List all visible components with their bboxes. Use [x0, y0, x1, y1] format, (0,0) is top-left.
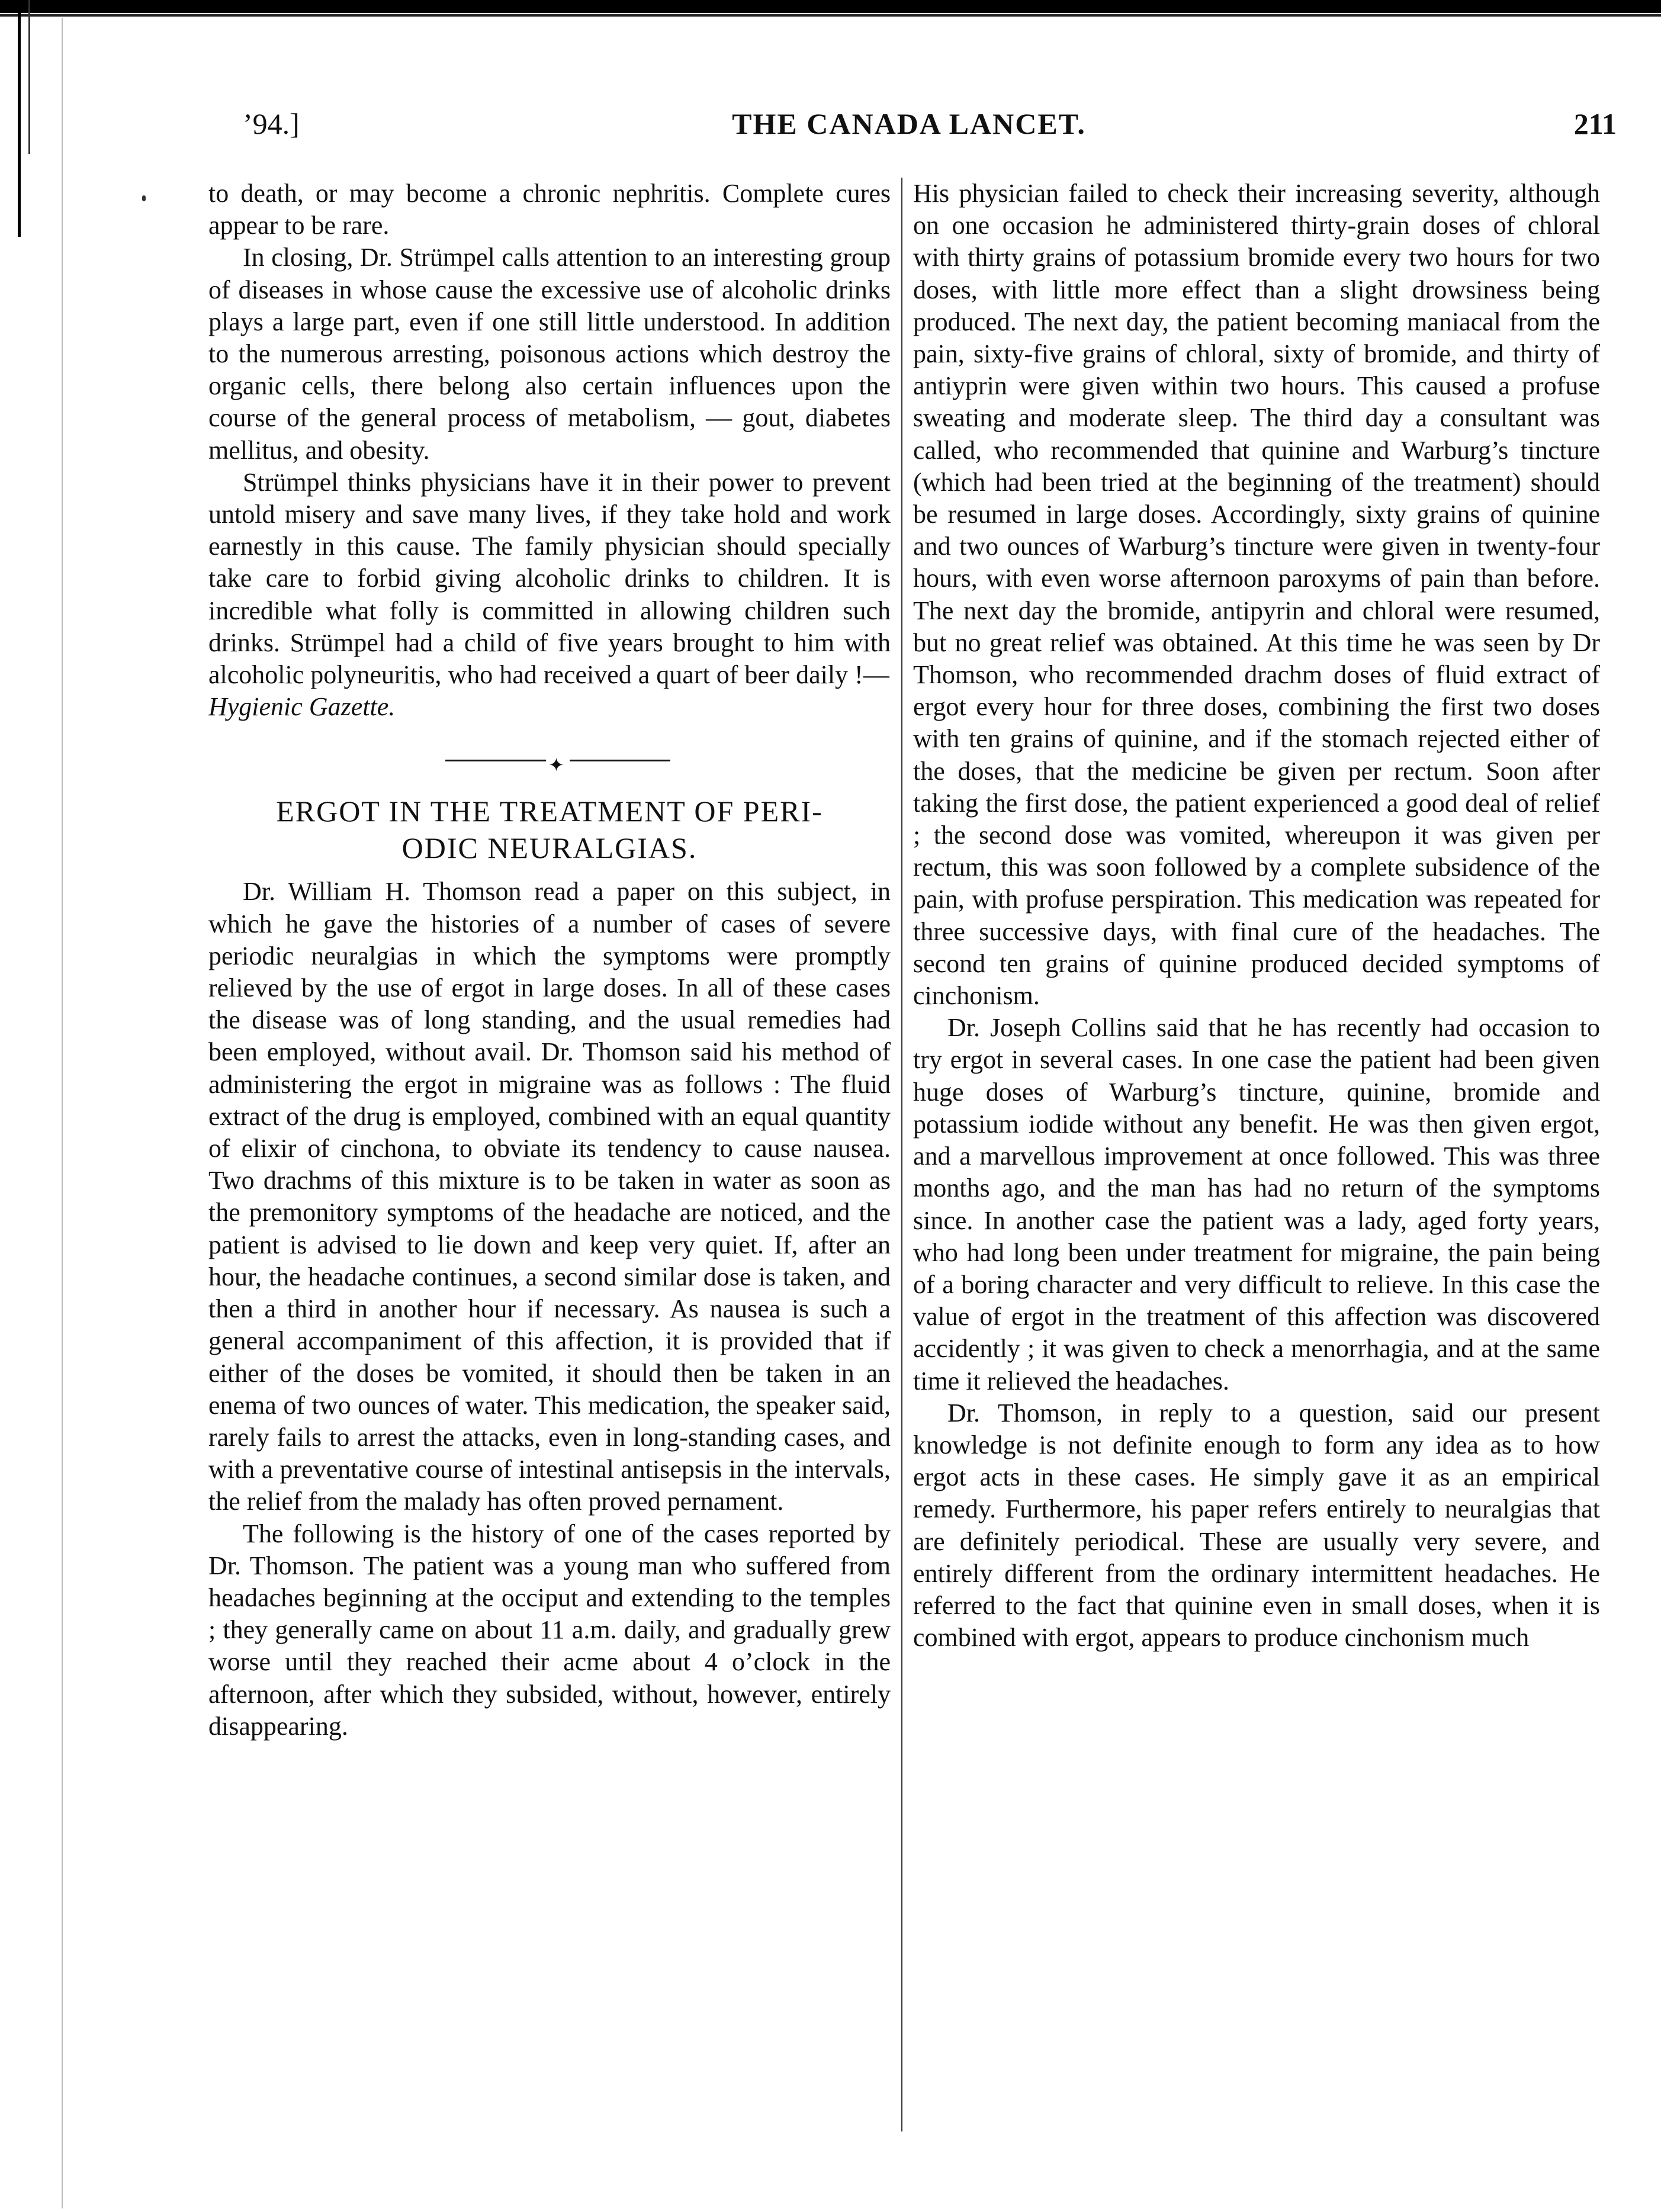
- right-paragraph-2: Dr. Joseph Collins said that he has recently had occasion to try ergot in several cases. In one case the patient had been given huge doses of Warburg’s tincture, quinine, bromide and potassium iodide without any benefit. He was then given ergot, and a marvellous improvement at once followed. This was three months ago, and the man has had no return of the symptoms since. In another case the patient was a lady, aged forty years, who had long been under treatment for migraine, the pain being of a boring character and very difficult to relieve. In this case the value of ergot in the treatment of this affection was discovered accidently ; it was given to check a menorrhagia, and at the same time it relieved the headaches.: [913, 1013, 1600, 1396]
- left-paragraph-3-text: Strümpel thinks physicians have it in their power to prevent untold misery and save many lives, if they take hold and work earnestly in this cause. The family physician should specially take care to forbid giving alcoholic drinks to children. It is incredible what folly is committed in allowing children such drinks. Strümpel had a child of five years brought to him with alcoholic polyneuritis, who had received a quart of beer daily !—: [208, 467, 891, 690]
- left-paragraph-5: The following is the history of one of the cases reported by Dr. Thomson. The patient was a young man who suffered from headaches beginning at the occiput and extending to the temples ; they generally came on about 11 a.m. daily, and gradually grew worse until they reached their acme about 4 o’clock in the afternoon, after which they subsided, without, however, entirely disappearing.: [208, 1519, 891, 1741]
- left-paragraph-1: to death, or may become a chronic nephritis. Complete cures appear to be rare.: [208, 179, 891, 240]
- section-divider: [208, 729, 891, 793]
- divider-line-left: [445, 760, 546, 761]
- source-citation: Hygienic Gazette.: [208, 692, 396, 722]
- column-rule: [901, 178, 902, 2131]
- left-column: [208, 178, 891, 1742]
- section-title-line-2: ODIC NEURALGIAS.: [401, 831, 698, 865]
- section-title-line-1: ERGOT IN THE TREATMENT OF PERI-: [276, 795, 823, 828]
- journal-title: THE CANADA LANCET.: [732, 107, 1086, 140]
- right-paragraph-3: Dr. Thomson, in reply to a question, said our present knowledge is not definite enough to form any idea as to how ergot acts in these cases. He simply gave it as an empirical remedy. Furthermore, his paper refers entirely to neuralgias that are definitely periodical. These are usually very severe, and entirely different from the ordinary intermittent headaches. He referred to the fact that quinine even in small doses, when it is combined with ergot, appears to produce cinchonism much: [913, 1398, 1600, 1652]
- running-head: [201, 107, 1617, 154]
- left-margin-mark: [18, 0, 21, 237]
- left-paragraph-2: In closing, Dr. Strümpel calls attention to an interesting group of diseases in whose cause the excessive use of alcoholic drinks plays a large part, even if one still little understood. In addition to the numerous arresting, poisonous actions which destroy the organic cells, there belong also certain influences upon the course of the general process of metabolism, — gout, diabetes mellitus, and obesity.: [208, 243, 891, 465]
- top-border-rule: [0, 0, 1661, 13]
- divider-line-right: [570, 760, 670, 761]
- left-paragraph-3: [208, 467, 891, 724]
- page-number: 211: [1573, 107, 1617, 140]
- section-title: [208, 793, 891, 866]
- margin-speck: [142, 195, 146, 201]
- left-margin-mark-secondary: [28, 0, 30, 154]
- binding-gutter-line: [62, 18, 63, 2208]
- top-border-rule-thin: [0, 14, 1661, 17]
- right-paragraph-1: His physician failed to check their increasing severity, although on one occasion he administered thirty-grain doses of chloral with thirty grains of potassium bromide every two hours for two doses, with little more effect than a slight drowsiness being produced. The next day, the patient becoming maniacal from the pain, sixty-five grains of chloral, sixty of bromide, and thirty of antiyprin were given within two hours. This caused a profuse sweating and moderate sleep. The third day a consultant was called, who recommended that quinine and Warburg’s tincture (which had been tried at the beginning of the treatment) should be resumed in large doses. Accordingly, sixty grains of quinine and two ounces of Warburg’s tincture were given in twenty-four hours, with even worse afternoon paroxyms of pain than before. The next day the bromide, antipyrin and chloral were resumed, but no great relief was obtained. At this time he was seen by Dr Thomson, who recommended drachm doses of fluid extract of ergot every hour for three doses, combining the first two doses with ten grains of quinine, and if the stomach rejected either of the doses, that the medicine be given per rectum. Soon after taking the first dose, the patient experienced a good deal of relief ; the second dose was vomited, whereupon it was given per rectum, this was soon followed by a complete subsidence of the pain, with profuse perspiration. This medication was repeated for three successive days, with final cure of the headaches. The second ten grains of quinine produced decided symptoms of cinchonism.: [913, 179, 1600, 1011]
- left-paragraph-4: Dr. William H. Thomson read a paper on this subject, in which he gave the histories of a number of cases of severe periodic neuralgias in which the symptoms were promptly relieved by the use of ergot in large doses. In all of these cases the disease was of long standing, and the usual remedies had been employed, without avail. Dr. Thomson said his method of administering the ergot in migraine was as follows : The fluid extract of the drug is employed, combined with an equal quantity of elixir of cinchona, to obviate its tendency to cause nausea. Two drachms of this mixture is to be taken in water as soon as the premonitory symptoms of the headache are noticed, and the patient is advised to lie down and keep very quiet. If, after an hour, the headache continues, a second similar dose is taken, and then a third in another hour if necessary. As nausea is such a general accompaniment of this affection, it is provided that if either of the doses be vomited, it should then be taken in an enema of two ounces of water. This medication, the speaker said, rarely fails to arrest the attacks, even in long-standing cases, and with a preventative course of intestinal antisepsis in the intervals, the relief from the malady has often proved pernament.: [208, 877, 891, 1516]
- divider-ornament: ✦: [548, 754, 564, 776]
- right-column: [913, 178, 1600, 1654]
- issue-label: ’94.]: [243, 107, 300, 140]
